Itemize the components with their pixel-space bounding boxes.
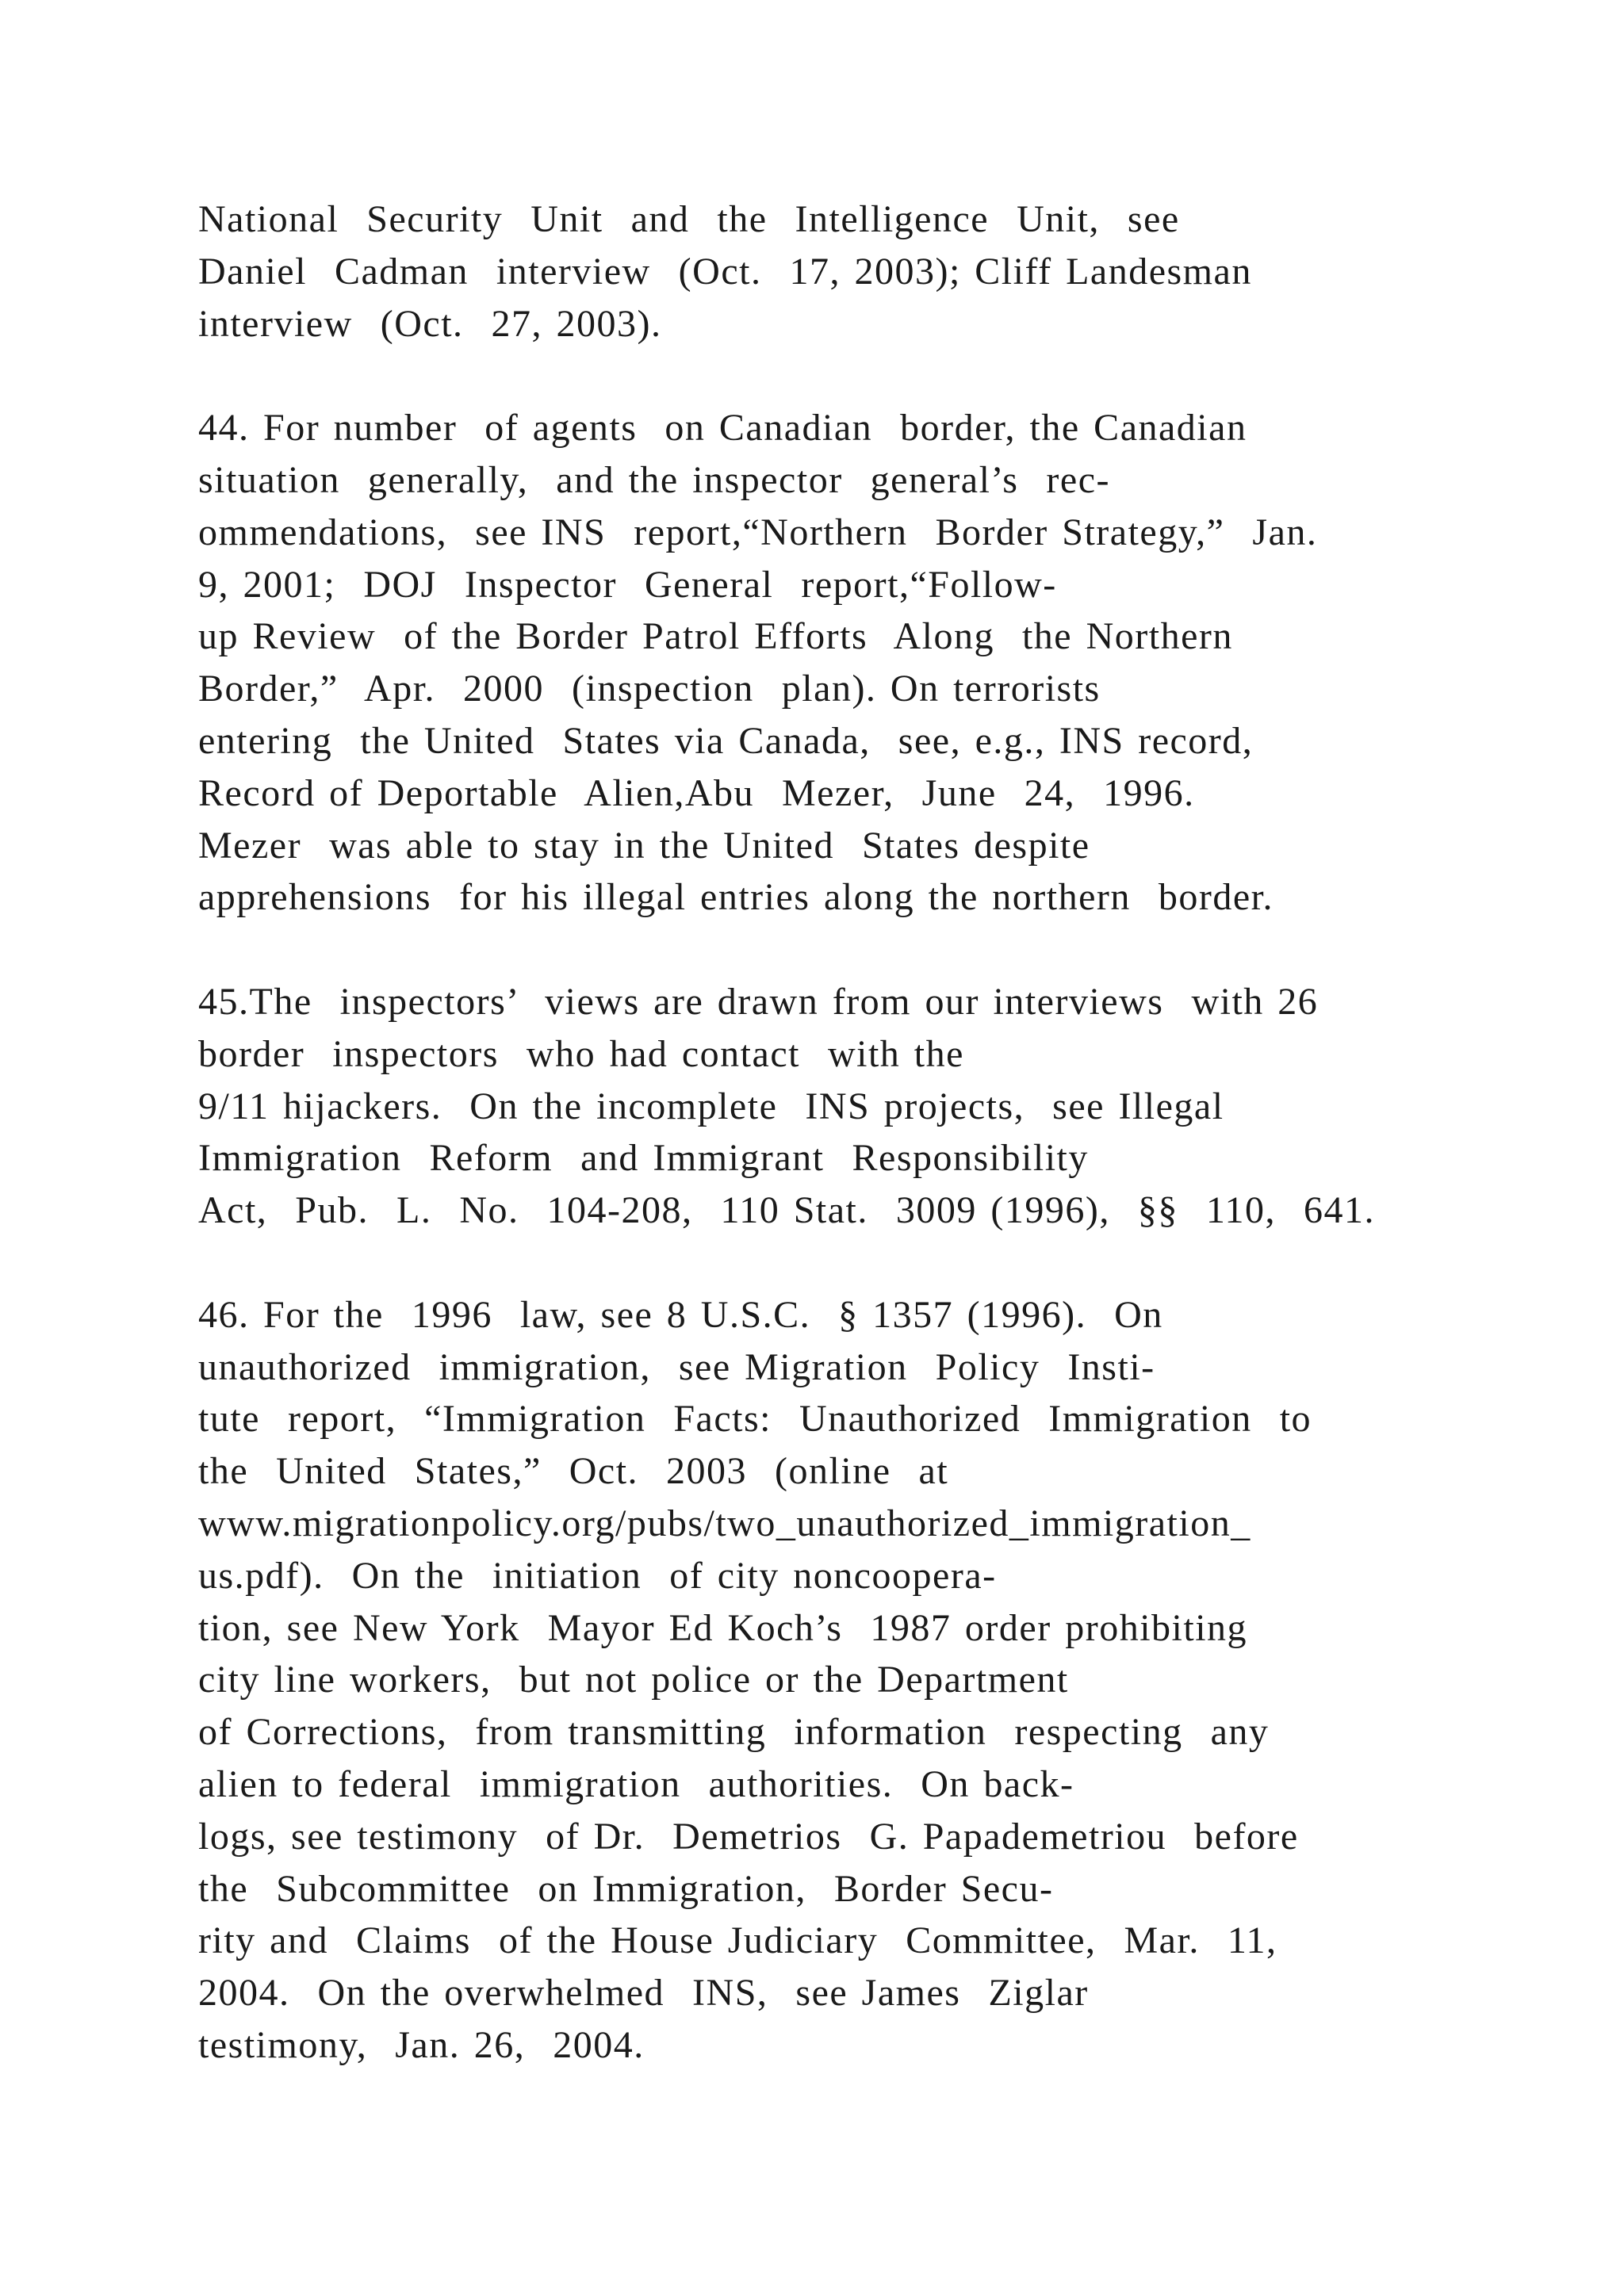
text-line: 44. For number of agents on Canadian border, the Canadian	[198, 407, 1247, 450]
text-line: National Security Unit and the Intelligence Unit, see	[198, 198, 1180, 240]
paragraph-gap	[198, 350, 1435, 402]
text-line: 45.The inspectors’ views are drawn from our interviews with 26	[198, 980, 1319, 1023]
text-line: Immigration Reform and Immigrant Responsibility	[198, 1137, 1089, 1180]
paragraph-continuation	[198, 193, 1435, 350]
text-line: up Review of the Border Patrol Efforts Along the Northern	[198, 615, 1233, 658]
text-line: Border,” Apr. 2000 (inspection plan). On terrorists	[198, 668, 1101, 710]
text-line: entering the United States via Canada, see, e.g., INS record,	[198, 719, 1254, 762]
text-line: ommendations, see INS report,“Northern Border Strategy,” Jan.	[198, 511, 1318, 553]
text-line: border inspectors who had contact with the	[198, 1032, 964, 1075]
text-line: the Subcommittee on Immigration, Border Secu-	[198, 1867, 1054, 1910]
text-line: 2004. On the overwhelmed INS, see James Ziglar	[198, 1972, 1089, 2015]
endnote-44	[198, 402, 1435, 924]
text-line: apprehensions for his illegal entries along the northern border.	[198, 876, 1274, 919]
text-line: situation generally, and the inspector general’s rec-	[198, 458, 1110, 501]
text-line: city line workers, but not police or the Department	[198, 1659, 1069, 1701]
text-line: alien to federal immigration authorities. On back-	[198, 1762, 1074, 1805]
document-body	[198, 193, 1435, 2072]
text-line: interview (Oct. 27, 2003).	[198, 302, 662, 345]
text-line: Record of Deportable Alien,Abu Mezer, June 24, 1996.	[198, 771, 1195, 814]
text-line: unauthorized immigration, see Migration Policy Insti-	[198, 1345, 1155, 1388]
text-line: of Corrections, from transmitting information respecting any	[198, 1711, 1270, 1754]
text-line: us.pdf). On the initiation of city noncoopera-	[198, 1554, 997, 1597]
text-line: 9/11 hijackers. On the incomplete INS projects, see Illegal	[198, 1085, 1224, 1127]
text-line: Mezer was able to stay in the United States despite	[198, 824, 1090, 867]
text-line: rity and Claims of the House Judiciary Committee, Mar. 11,	[198, 1919, 1277, 1962]
text-line: logs, see testimony of Dr. Demetrios G. Papademetriou before	[198, 1815, 1299, 1858]
text-line: www.migrationpolicy.org/pubs/two_unauthorized_immigration_	[198, 1502, 1251, 1544]
text-line: 46. For the 1996 law, see 8 U.S.C. § 1357 (1996). On	[198, 1293, 1163, 1336]
text-line: 9, 2001; DOJ Inspector General report,“Follow-	[198, 563, 1057, 606]
text-line: testimony, Jan. 26, 2004.	[198, 2023, 645, 2066]
text-line: Act, Pub. L. No. 104-208, 110 Stat. 3009 (1996), §§ 110, 641.	[198, 1189, 1376, 1232]
paragraph-gap	[198, 1237, 1435, 1289]
text-line: tute report, “Immigration Facts: Unauthorized Immigration to	[198, 1398, 1312, 1441]
endnote-45	[198, 976, 1435, 1237]
text-line: the United States,” Oct. 2003 (online at	[198, 1450, 949, 1493]
endnote-46	[198, 1289, 1435, 2072]
paragraph-gap	[198, 924, 1435, 976]
text-line: Daniel Cadman interview (Oct. 17, 2003); Cliff Landesman	[198, 250, 1252, 293]
text-line: tion, see New York Mayor Ed Koch’s 1987 order prohibiting	[198, 1606, 1248, 1649]
